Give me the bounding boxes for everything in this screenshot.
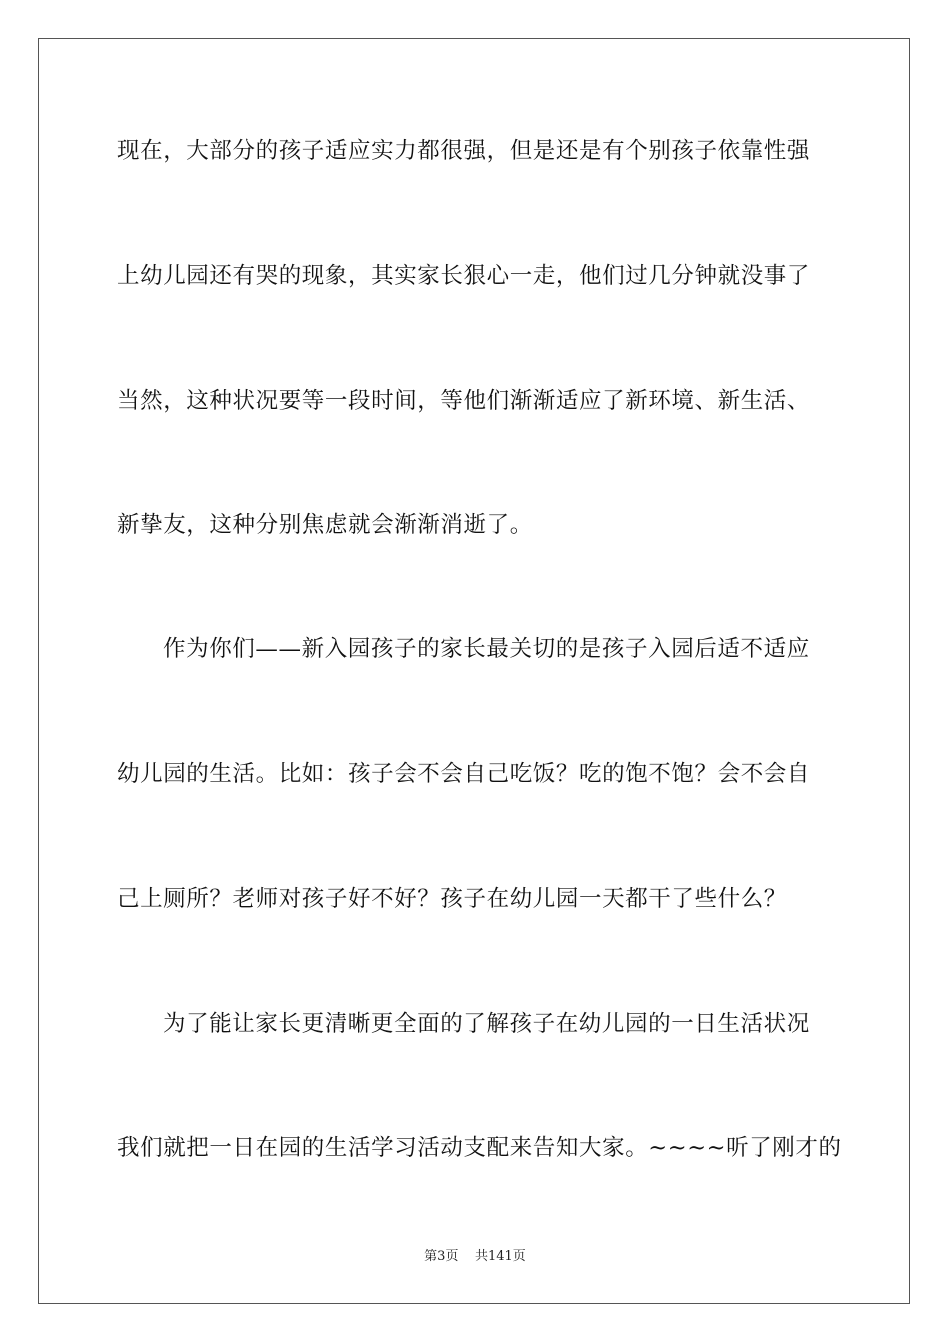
- text-line-3: 当然，这种状况要等一段时间，等他们渐渐适应了新环境、新生活、: [117, 388, 811, 414]
- text-line-5: 作为你们——新入园孩子的家长最关切的是孩子入园后适不适应: [163, 636, 810, 662]
- text-line-1: 现在，大部分的孩子适应实力都很强，但是还是有个别孩子依靠性强: [117, 138, 811, 164]
- text-line-9: 我们就把一日在园的生活学习活动支配来告知大家。~~~~听了刚才的: [117, 1135, 842, 1161]
- text-line-6: 幼儿园的生活。比如：孩子会不会自己吃饭？吃的饱不饱？会不会自: [117, 761, 811, 787]
- text-line-8: 为了能让家长更清晰更全面的了解孩子在幼儿园的一日生活状况: [163, 1011, 810, 1037]
- text-line-2: 上幼儿园还有哭的现象，其实家长狠心一走，他们过几分钟就没事了: [117, 263, 811, 289]
- total-pages: 共141页: [474, 1249, 526, 1264]
- text-line-7: 己上厕所？老师对孩子好不好？孩子在幼儿园一天都干了些什么？: [117, 886, 787, 912]
- page-footer: [0, 1248, 950, 1266]
- text-line-4: 新挚友，这种分别焦虑就会渐渐消逝了。: [117, 512, 533, 538]
- page-number: 第3页: [424, 1249, 459, 1264]
- page-border: [38, 38, 910, 1304]
